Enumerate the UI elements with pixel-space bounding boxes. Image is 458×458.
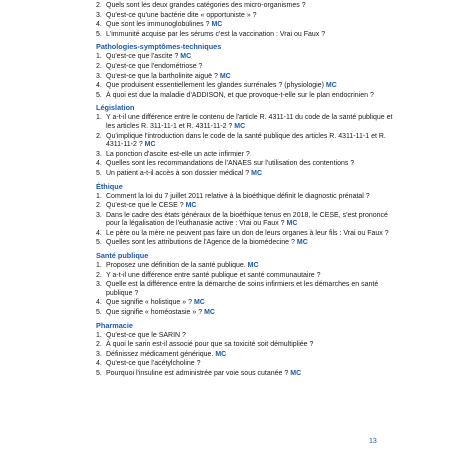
question-item bbox=[96, 230, 396, 239]
question-list-items bbox=[96, 193, 396, 249]
question-text: Un patient a-t-il accès à son dossier médical ? bbox=[106, 169, 250, 177]
mc-badge: MC bbox=[180, 53, 192, 61]
mc-badge: MC bbox=[219, 72, 231, 80]
mc-badge: MC bbox=[251, 169, 263, 177]
question-text-wrap bbox=[106, 332, 396, 341]
mc-badge: MC bbox=[204, 309, 215, 317]
question-text: Qu'est-ce que la bartholinite aiguë ? bbox=[106, 72, 218, 80]
question-text-wrap bbox=[106, 212, 396, 229]
question-text-wrap bbox=[106, 133, 396, 150]
question-number: 1. bbox=[96, 331, 102, 339]
question-number: 4. bbox=[96, 21, 102, 29]
question-item bbox=[96, 212, 396, 229]
question-text: Qu'est-ce que l'acétylcholine ? bbox=[106, 360, 201, 368]
question-list bbox=[96, 2, 396, 382]
question-number: 3. bbox=[96, 281, 102, 289]
question-item bbox=[96, 133, 396, 150]
question-text-wrap bbox=[106, 92, 396, 101]
question-text-wrap bbox=[106, 53, 396, 62]
question-item bbox=[96, 299, 396, 308]
question-text: Qu'implique l'introduction dans le code de la santé publique des articles R. 4311-11-1 et R. 4311-11-2 ? bbox=[106, 132, 386, 149]
question-item bbox=[96, 73, 396, 82]
question-number: 5. bbox=[96, 169, 102, 177]
question-text-wrap bbox=[106, 370, 396, 379]
question-number: 2. bbox=[96, 2, 102, 9]
question-text: Pourquoi l'insuline est administrée par voie sous cutanée ? bbox=[106, 370, 289, 377]
question-text-wrap bbox=[106, 281, 396, 298]
question-number: 5. bbox=[96, 309, 102, 317]
question-item bbox=[96, 272, 396, 281]
question-text: Que sont les immunoglobulines ? bbox=[106, 21, 210, 29]
question-number: 3. bbox=[96, 150, 102, 158]
question-text-wrap bbox=[106, 160, 396, 169]
question-number: 3. bbox=[96, 350, 102, 358]
question-text-wrap bbox=[106, 230, 396, 239]
question-item bbox=[96, 63, 396, 72]
question-text: Proposez une définition de la santé publique. bbox=[106, 262, 246, 270]
question-text-wrap bbox=[106, 63, 396, 72]
question-item bbox=[96, 332, 396, 341]
question-number: 4. bbox=[96, 299, 102, 307]
question-item bbox=[96, 341, 396, 350]
question-number: 4. bbox=[96, 229, 102, 237]
mc-badge: MC bbox=[211, 21, 223, 29]
question-number: 3. bbox=[96, 11, 102, 19]
question-list-items bbox=[96, 2, 396, 39]
question-number: 2. bbox=[96, 202, 102, 210]
section-heading: Santé publique bbox=[96, 251, 149, 261]
question-list-items bbox=[96, 262, 396, 318]
section-heading: Législation bbox=[96, 103, 135, 113]
question-text-wrap bbox=[106, 272, 396, 281]
section bbox=[96, 42, 396, 100]
question-text-wrap bbox=[106, 12, 396, 21]
question-text: Qu'est-ce que le SARIN ? bbox=[106, 331, 186, 339]
section-heading: Pharmacie bbox=[96, 320, 133, 330]
mc-badge: MC bbox=[247, 262, 259, 270]
question-number: 4. bbox=[96, 360, 102, 368]
question-text-wrap bbox=[106, 21, 396, 30]
question-text: Y a-t-il une différence entre santé publique et santé communautaire ? bbox=[106, 271, 321, 279]
mc-badge: MC bbox=[185, 202, 197, 210]
question-text-wrap bbox=[106, 193, 396, 202]
question-text-wrap bbox=[106, 170, 396, 179]
question-text: Que signifie « homéostasie » ? bbox=[106, 309, 203, 317]
mc-badge: MC bbox=[234, 122, 246, 130]
question-list-items bbox=[96, 114, 396, 178]
question-text: À quoi est due la maladie d'ADDISON, et que provoque-t-elle sur le plan endocrinien ? bbox=[106, 91, 374, 99]
question-number: 2. bbox=[96, 271, 102, 279]
question-text-wrap bbox=[106, 2, 396, 11]
mc-badge: MC bbox=[296, 239, 308, 247]
question-item bbox=[96, 202, 396, 211]
question-number: 3. bbox=[96, 72, 102, 80]
question-item bbox=[96, 82, 396, 91]
question-text: Comment la loi du 7 juillet 2011 relative à la bioéthique définit le diagnostic prénatal ? bbox=[106, 192, 370, 200]
question-text-wrap bbox=[106, 341, 396, 350]
question-item bbox=[96, 193, 396, 202]
mc-badge: MC bbox=[193, 299, 205, 307]
section bbox=[96, 251, 396, 318]
question-item bbox=[96, 92, 396, 101]
question-text-wrap bbox=[106, 202, 396, 211]
question-number: 5. bbox=[96, 91, 102, 99]
section bbox=[96, 321, 396, 379]
question-list-items bbox=[96, 332, 396, 379]
question-item bbox=[96, 151, 396, 160]
question-item bbox=[96, 360, 396, 369]
question-text-wrap bbox=[106, 351, 396, 360]
mc-badge: MC bbox=[286, 220, 298, 228]
question-text-wrap bbox=[106, 309, 396, 318]
section-heading: Éthique bbox=[96, 181, 123, 191]
question-text: Qu'est-ce que l'endométriose ? bbox=[106, 62, 203, 70]
question-text: Quelles sont les attributions de l'Agence de la biomédecine ? bbox=[106, 239, 295, 247]
question-number: 1. bbox=[96, 53, 102, 61]
question-item bbox=[96, 309, 396, 318]
question-text: Que signifie « holistique » ? bbox=[106, 299, 192, 307]
section bbox=[96, 103, 396, 178]
question-text: Y a-t-il une différence entre le contenu de l'article R. 4311-11 du code de la santé publique et les articles R. 311-11-1 et R. 4311-11-2 ? bbox=[106, 114, 393, 130]
question-text-wrap bbox=[106, 262, 396, 271]
question-text: Qu'est-ce qu'une bactérie dite « opportuniste » ? bbox=[106, 11, 257, 19]
question-text-wrap bbox=[106, 82, 396, 91]
question-text: Quelles sont les recommandations de l'ANAES sur l'utilisation des contentions ? bbox=[106, 160, 355, 168]
mc-badge: MC bbox=[215, 350, 227, 358]
mc-badge: MC bbox=[290, 370, 302, 377]
question-text-wrap bbox=[106, 299, 396, 308]
question-number: 5. bbox=[96, 239, 102, 247]
question-text-wrap bbox=[106, 73, 396, 82]
question-item bbox=[96, 12, 396, 21]
question-number: 1. bbox=[96, 114, 102, 122]
question-text-wrap bbox=[106, 31, 396, 40]
question-text-wrap bbox=[106, 114, 396, 131]
question-text: Le père ou la mère ne peuvent pas faire un don de leurs organes à leur fils : Vrai ou Faux ? bbox=[106, 229, 389, 237]
mc-badge: MC bbox=[325, 82, 337, 90]
section-heading: Pathologies-symptômes-techniques bbox=[96, 42, 222, 52]
question-item bbox=[96, 2, 396, 11]
question-text: Définissez médicament générique. bbox=[106, 350, 214, 358]
question-item bbox=[96, 21, 396, 30]
question-text: Dans le cadre des états généraux de la bioéthique tenus en 2018, le CESE, s'est prononcé pour la légalisation de l'euthanasie active : Vrai ou Faux ? bbox=[106, 211, 388, 228]
question-number: 2. bbox=[96, 62, 102, 70]
question-item bbox=[96, 114, 396, 131]
section bbox=[96, 182, 396, 249]
question-item bbox=[96, 31, 396, 40]
question-text: La ponction d'ascite est-elle un acte infirmier ? bbox=[106, 150, 250, 158]
question-item bbox=[96, 53, 396, 62]
question-text-wrap bbox=[106, 239, 396, 248]
question-list-items bbox=[96, 53, 396, 100]
section bbox=[96, 2, 396, 39]
question-number: 5. bbox=[96, 30, 102, 38]
question-text: Que produisent essentiellement les glandes surrénales ? (physiologie) bbox=[106, 82, 324, 90]
question-text: L'immunité acquise par les sérums c'est la vaccination : Vrai ou Faux ? bbox=[106, 30, 326, 38]
question-number: 1. bbox=[96, 262, 102, 270]
question-text: Quels sont les deux grandes catégories des micro-organismes ? bbox=[106, 2, 306, 9]
question-item bbox=[96, 262, 396, 271]
question-number: 1. bbox=[96, 192, 102, 200]
mc-badge: MC bbox=[144, 141, 156, 149]
question-number: 2. bbox=[96, 132, 102, 140]
question-number: 3. bbox=[96, 211, 102, 219]
question-text: Qu'est-ce que le CESE ? bbox=[106, 202, 184, 210]
question-item bbox=[96, 170, 396, 179]
question-number: 4. bbox=[96, 160, 102, 168]
question-number: 4. bbox=[96, 82, 102, 90]
question-text: Quelle est la différence entre la démarche de soins infirmiers et les démarches en santé publique ? bbox=[106, 281, 379, 297]
question-item bbox=[96, 351, 396, 360]
page-number: 13 bbox=[369, 438, 377, 445]
question-number: 2. bbox=[96, 341, 102, 349]
question-text-wrap bbox=[106, 151, 396, 160]
question-number: 5. bbox=[96, 370, 102, 377]
question-item bbox=[96, 239, 396, 248]
question-text: À quoi le sarin est-il associé pour que sa toxicité soit démultipliée ? bbox=[106, 341, 314, 349]
question-text-wrap bbox=[106, 360, 396, 369]
question-item bbox=[96, 281, 396, 298]
question-item bbox=[96, 370, 396, 379]
question-item bbox=[96, 160, 396, 169]
question-text: Qu'est-ce que l'ascite ? bbox=[106, 53, 179, 61]
